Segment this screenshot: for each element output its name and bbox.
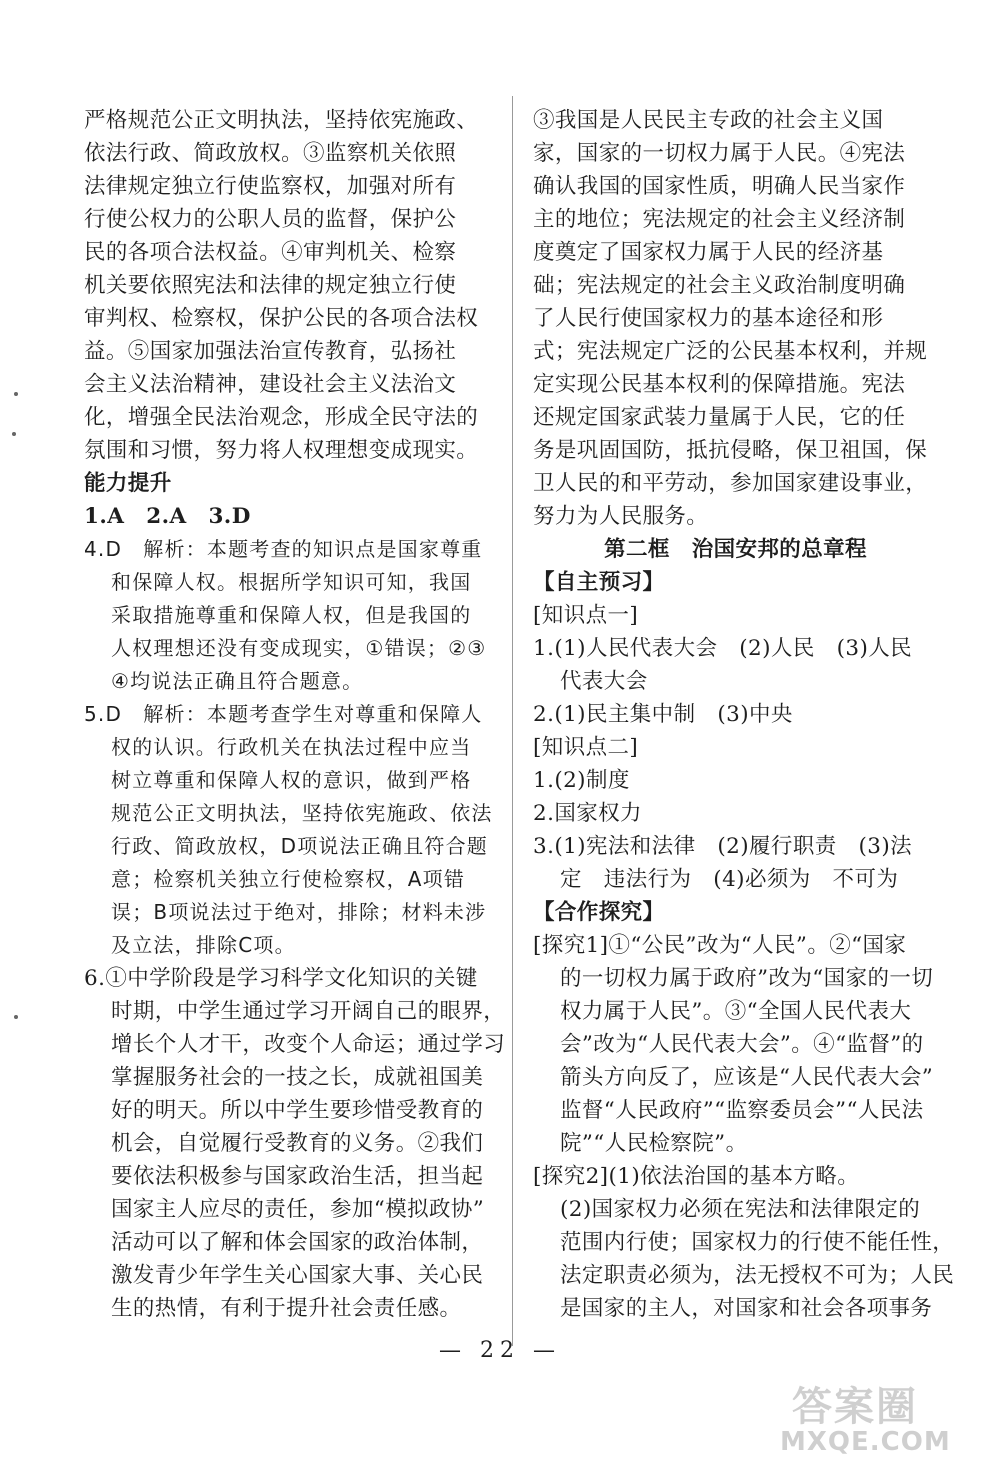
text-line: 生的热情，有利于提升社会责任感。 [111, 1296, 462, 1321]
text-line: [知识点一] [533, 603, 639, 628]
text-line: [探究2](1)依法治国的基本方略。 [533, 1164, 860, 1189]
text-line: 及立法，排除C项。 [111, 933, 296, 957]
text-line: 度奠定了国家权力属于人民的经济基 [533, 240, 884, 265]
text-line: 4.D 解析：本题考查的知识点是国家尊重 [84, 537, 483, 561]
text-line: 会主义法治精神，建设社会主义法治文 [84, 372, 457, 397]
right-column [533, 104, 955, 1325]
text-line: 民的各项合法权益。④审判机关、检察 [84, 240, 457, 265]
left-column [84, 104, 506, 1325]
text-line: 意；检察机关独立行使检察权，A项错 [111, 867, 466, 891]
text-line: 依法行政、简政放权。③监察机关依照 [84, 141, 457, 166]
text-line: 的一切权力属于政府”改为“国家的一切 [560, 966, 934, 991]
watermark-url: MXQE.COM [780, 1427, 951, 1457]
text-line: 采取措施尊重和保障人权，但是我国的 [111, 603, 472, 627]
text-line: 2.(1)民主集中制 (3)中央 [533, 702, 793, 727]
text-line: 误；B项说法过于绝对，排除；材料未涉 [111, 900, 487, 924]
watermark-logo [780, 1375, 990, 1465]
text-line: 是国家的主人，对国家和社会各项事务 [560, 1296, 933, 1321]
text-line: 础；宪法规定的社会主义政治制度明确 [533, 273, 906, 298]
text-line: 机关要依照宪法和法律的规定独立行使 [84, 273, 457, 298]
text-line: 1.(2)制度 [533, 768, 630, 793]
text-line: (2)国家权力必须在宪法和法律限定的 [560, 1197, 921, 1222]
scan-mark [14, 392, 18, 396]
text-line: 要依法积极参与国家政治生活，担当起 [111, 1164, 484, 1189]
text-line: ③我国是人民民主专政的社会主义国 [533, 108, 884, 133]
text-line: ④均说法正确且符合题意。 [111, 669, 364, 693]
text-line: 式；宪法规定广泛的公民基本权利，并规 [533, 339, 928, 364]
text-line: 会”改为“人民代表大会”。④“监督”的 [560, 1032, 924, 1057]
text-line: 务是巩固国防，抵抗侵略，保卫祖国，保 [533, 438, 928, 463]
text-line: 化，增强全民法治观念，形成全民守法的 [84, 405, 479, 430]
text-line: 机会，自觉履行受教育的义务。②我们 [111, 1131, 484, 1156]
text-line: 氛围和习惯，努力将人权理想变成现实。 [84, 438, 479, 463]
text-line: 【自主预习】 [533, 570, 665, 595]
text-line: 主的地位；宪法规定的社会主义经济制 [533, 207, 906, 232]
text-line: 家，国家的一切权力属于人民。④宪法 [533, 141, 906, 166]
text-line: 树立尊重和保障人权的意识，做到严格 [111, 768, 472, 792]
text-line: 国家主人应尽的责任，参加“模拟政协” [111, 1197, 485, 1222]
text-line: 箭头方向反了，应该是“人民代表大会” [560, 1065, 934, 1090]
text-line: 确认我国的国家性质，明确人民当家作 [533, 174, 906, 199]
text-line: 和保障人权。根据所学知识可知，我国 [111, 570, 472, 594]
text-line: 还规定国家武装力量属于人民，它的任 [533, 405, 906, 430]
text-line: 努力为人民服务。 [533, 504, 709, 529]
text-line: 1.(1)人民代表大会 (2)人民 (3)人民 [533, 636, 913, 661]
text-line: 激发青少年学生关心国家大事、关心民 [111, 1263, 484, 1288]
text-line: 院”“人民检察院”。 [560, 1131, 748, 1156]
text-line: [知识点二] [533, 735, 639, 760]
text-line: 第二框 治国安邦的总章程 [604, 537, 867, 562]
page-number: — 22 — [439, 1338, 561, 1363]
scan-mark [14, 1015, 18, 1019]
text-line: 3.(1)宪法和法律 (2)履行职责 (3)法 [533, 834, 913, 859]
watermark-text: 答案圈 [792, 1384, 918, 1430]
text-line: 益。⑤国家加强法治宣传教育，弘扬社 [84, 339, 457, 364]
text-line: 卫人民的和平劳动，参加国家建设事业， [533, 471, 928, 496]
text-line: 定实现公民基本权利的保障措施。宪法 [533, 372, 906, 397]
text-line: 5.D 解析：本题考查学生对尊重和保障人 [84, 702, 483, 726]
text-line: 规范公正文明执法，坚持依宪施政、依法 [111, 801, 493, 825]
text-line: 范围内行使；国家权力的行使不能任性， [560, 1230, 955, 1255]
text-line: 了人民行使国家权力的基本途径和形 [533, 306, 884, 331]
text-line: 法定职责必须为，法无授权不可为；人民 [560, 1263, 955, 1288]
text-line: 能力提升 [84, 471, 172, 496]
text-line: 法律规定独立行使监察权，加强对所有 [84, 174, 457, 199]
text-line: 定 违法行为 (4)必须为 不可为 [560, 867, 899, 892]
text-line: 人权理想还没有变成现实，①错误；②③ [111, 636, 487, 660]
text-line: [探究1]①“公民”改为“人民”。②“国家 [533, 933, 907, 958]
text-line: 审判权、检察权，保护公民的各项合法权 [84, 306, 479, 331]
text-line: 时期，中学生通过学习开阔自己的眼界， [111, 999, 506, 1024]
column-divider [512, 96, 513, 1346]
text-line: 严格规范公正文明执法，坚持依宪施政、 [84, 108, 479, 133]
text-line: 增长个人才干，改变个人命运；通过学习 [111, 1032, 506, 1057]
text-line: 活动可以了解和体会国家的政治体制， [111, 1230, 484, 1255]
text-line: 行政、简政放权，D项说法正确且符合题 [111, 834, 489, 858]
text-line: 掌握服务社会的一技之长，成就祖国美 [111, 1065, 484, 1090]
text-line: 6.①中学阶段是学习科学文化知识的关键 [84, 966, 478, 991]
text-line: 【合作探究】 [533, 900, 665, 925]
text-line: 监督“人民政府”“监察委员会”“人民法 [560, 1098, 924, 1123]
text-line: 好的明天。所以中学生要珍惜受教育的 [111, 1098, 484, 1123]
text-line: 代表大会 [560, 669, 648, 694]
text-line: 行使公权力的公职人员的监督，保护公 [84, 207, 457, 232]
text-line: 1.A 2.A 3.D [84, 504, 251, 529]
text-line: 权力属于人民”。③“全国人民代表大 [560, 999, 912, 1024]
scan-mark [12, 432, 16, 436]
text-line: 2.国家权力 [533, 801, 642, 826]
text-line: 权的认识。行政机关在执法过程中应当 [111, 735, 472, 759]
